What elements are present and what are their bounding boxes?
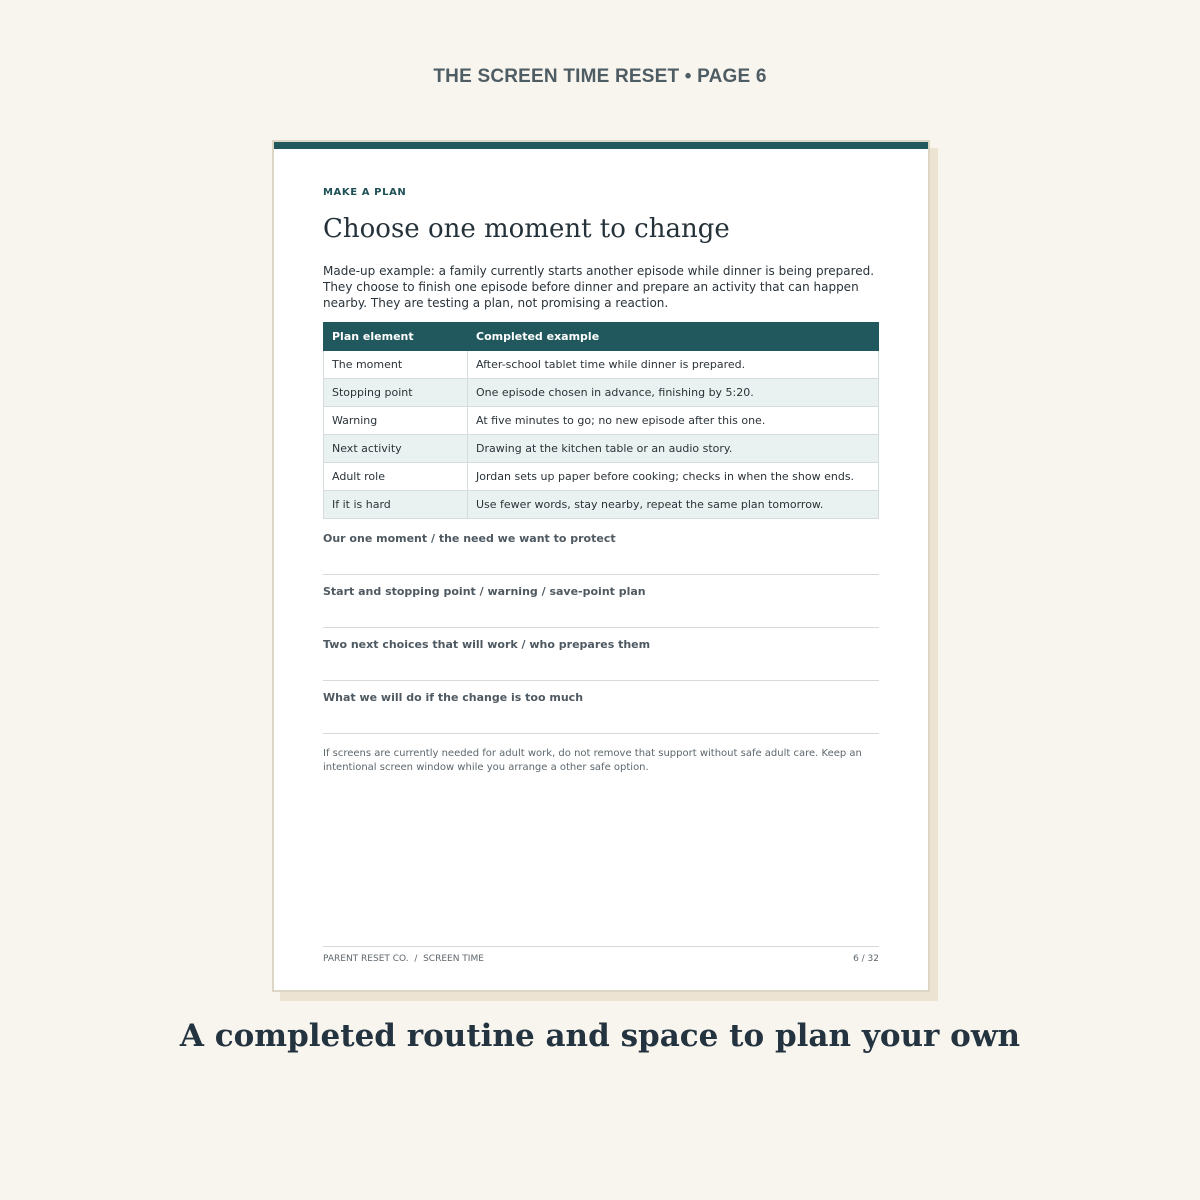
column-header-plan-element: Plan element <box>324 323 468 351</box>
sheet-accent-bar <box>274 142 928 149</box>
footer-page-number: 6 / 32 <box>853 954 879 964</box>
table-row <box>324 435 879 463</box>
column-header-completed-example: Completed example <box>468 323 879 351</box>
fill-in-field-fallback[interactable] <box>323 681 879 734</box>
table-row <box>324 491 879 519</box>
fill-in-field-moment[interactable] <box>323 522 879 575</box>
fill-in-label: Our one moment / the need we want to protect <box>323 532 616 545</box>
table-cell-example: After-school tablet time while dinner is prepared. <box>468 351 879 379</box>
table-header-row <box>324 323 879 351</box>
table-cell-example: Use fewer words, stay nearby, repeat the same plan tomorrow. <box>468 491 879 519</box>
plan-table <box>323 322 879 519</box>
caption: A completed routine and space to plan your own <box>179 1018 1021 1054</box>
sheet-headline: Choose one moment to change <box>323 214 730 244</box>
worksheet-page <box>272 140 930 992</box>
table-cell-example: Drawing at the kitchen table or an audio story. <box>468 435 879 463</box>
table-cell-example: One episode chosen in advance, finishing by 5:20. <box>468 379 879 407</box>
intro-paragraph: Made-up example: a family currently starts another episode while dinner is being prepared. They choose to finish one episode before dinner and prepare an activity that can happen nearby. They are testing a plan, not promising a reaction. <box>323 264 875 310</box>
safety-note: If screens are currently needed for adult work, do not remove that support without safe adult care. Keep an intentional screen window while you arrange a other safe option. <box>323 748 862 773</box>
table-cell-element: The moment <box>324 351 468 379</box>
table-cell-element: Stopping point <box>324 379 468 407</box>
table-row <box>324 407 879 435</box>
fill-in-label: What we will do if the change is too much <box>323 691 584 704</box>
table-cell-example: At five minutes to go; no new episode after this one. <box>468 407 879 435</box>
table-row <box>324 379 879 407</box>
fill-in-label: Two next choices that will work / who prepares them <box>323 638 651 651</box>
table-row <box>324 351 879 379</box>
section-eyebrow: MAKE A PLAN <box>323 187 407 198</box>
table-cell-element: Warning <box>324 407 468 435</box>
table-cell-element: Adult role <box>324 463 468 491</box>
fill-in-label: Start and stopping point / warning / save-point plan <box>323 585 646 598</box>
table-cell-example: Jordan sets up paper before cooking; checks in when the show ends. <box>468 463 879 491</box>
page-header-title: THE SCREEN TIME RESET • PAGE 6 <box>433 66 767 87</box>
table-row <box>324 463 879 491</box>
table-cell-element: If it is hard <box>324 491 468 519</box>
footer-brand: PARENT RESET CO. / SCREEN TIME <box>323 954 484 964</box>
sheet-footer <box>323 946 879 964</box>
fill-in-field-stopping-point[interactable] <box>323 575 879 628</box>
table-cell-element: Next activity <box>324 435 468 463</box>
fill-in-field-next-choices[interactable] <box>323 628 879 681</box>
